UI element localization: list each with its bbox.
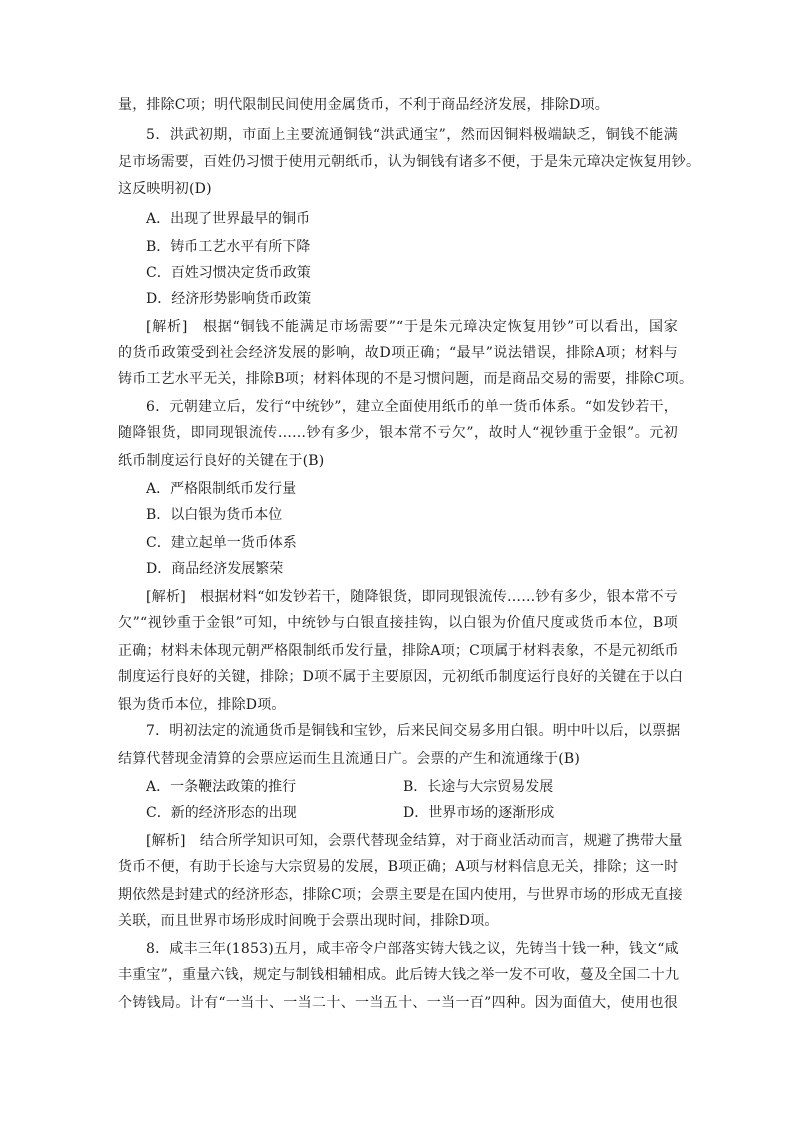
text-line: 量，排除C项；明代限制民间使用金属货币，不利于商品经济发展，排除D项。 [118, 97, 609, 113]
text-line: 纸币制度运行良好的关键在于(B) [118, 453, 325, 469]
question-7-stem: 7．明初法定的流通货币是铜钱和宝钞，后来民间交易多用白银。明中叶以后，以票据 [146, 723, 681, 739]
option-c: C．百姓习惯决定货币政策 [146, 265, 311, 281]
option-d: D．经济形势影响货币政策 [146, 291, 312, 307]
option-c: C．建立起单一货币体系 [146, 535, 297, 551]
text-line: 关联，而且世界市场形成时间晚于会票出现时间，排除D项。 [118, 913, 499, 929]
option-a: A．严格限制纸币发行量 [146, 481, 297, 497]
option-b: B．铸币工艺水平有所下降 [146, 239, 311, 255]
question-8-stem: 8．咸丰三年(1853)五月，咸丰帝令户部落实铸大钱之议，先铸当十钱一种，钱文“咸 [146, 941, 679, 957]
option-a: A．出现了世界最早的铜币 [146, 211, 311, 227]
text-line: 足市场需要，百姓仍习惯于使用元朝纸币，认为铜钱有诸多不便，于是朱元璋决定恢复用钞。 [118, 154, 701, 170]
option-a: A．一条鞭法政策的推行 [146, 779, 297, 795]
text-line: 个铸钱局。计有“一当十、一当二十、一当五十、一当一百”四种。因为面值大，使用也很 [118, 995, 678, 1011]
option-d: D．世界市场的逐渐形成 [403, 805, 555, 821]
text-line: 丰重宝”，重量六钱，规定与制钱相辅相成。此后铸大钱之举一发不可收，蔓及全国二十九 [118, 967, 680, 983]
option-c: C．新的经济形态的出现 [146, 805, 297, 821]
text-line: 正确；材料未体现元朝严格限制纸币发行量，排除A项；C项属于材料表象，不是元初纸币 [118, 643, 679, 659]
analysis-5: [解析] 根据“铜钱不能满足市场需要”“于是朱元璋决定恢复用钞”可以看出，国家 [146, 319, 678, 335]
text-line: 结算代替现金清算的会票应运而生且流通日广。会票的产生和流通缘于(B) [118, 751, 581, 767]
text-line: 的货币政策受到社会经济发展的影响，故D项正确；“最早”说法错误，排除A项；材料与 [118, 345, 678, 361]
analysis-6: [解析] 根据材料“如发钞若干，随降银货，即同现银流传……钞有多少，银本常不亏 [146, 589, 678, 605]
question-5-stem: 5．洪武初期，市面上主要流通铜钱“洪武通宝”，然而因铜料极端缺乏，铜钱不能满 [146, 127, 678, 143]
text-line: 铸币工艺水平无关，排除B项；材料体现的不是习惯问题，而是商品交易的需要，排除C项。 [118, 371, 694, 387]
option-d: D．商品经济发展繁荣 [146, 561, 284, 577]
text-line: 欠”“视钞重于金银”可知，中统钞与白银直接挂钩，以白银为价值尺度或货币本位，B项 [118, 615, 678, 631]
option-b: B．以白银为货币本位 [146, 507, 283, 523]
text-line: 货币不便，有助于长途与大宗贸易的发展，B项正确；A项与材料信息无关，排除；这一时 [118, 859, 679, 875]
question-6-stem: 6．元朝建立后，发行“中统钞”，建立全面使用纸币的单一货币体系。“如发钞若干， [146, 399, 678, 415]
text-line: 制度运行良好的关键，排除；D项不属于主要原因，元初纸币制度运行良好的关键在于以白 [118, 669, 684, 685]
analysis-7: [解析] 结合所学知识可知，会票代替现金结算，对于商业活动而言，规避了携带大量 [146, 833, 683, 849]
text-line: 银为货币本位，排除D项。 [118, 697, 286, 713]
text-line: 期依然是封建式的经济形态，排除C项；会票主要是在国内使用，与世界市场的形成无直接 [118, 887, 683, 903]
text-line: 这反映明初(D) [118, 181, 212, 197]
text-line: 随降银货，即同现银流传……钞有多少，银本常不亏欠”，故时人“视钞重于金银”。元初 [118, 425, 678, 441]
option-b: B．长途与大宗贸易发展 [403, 779, 554, 795]
